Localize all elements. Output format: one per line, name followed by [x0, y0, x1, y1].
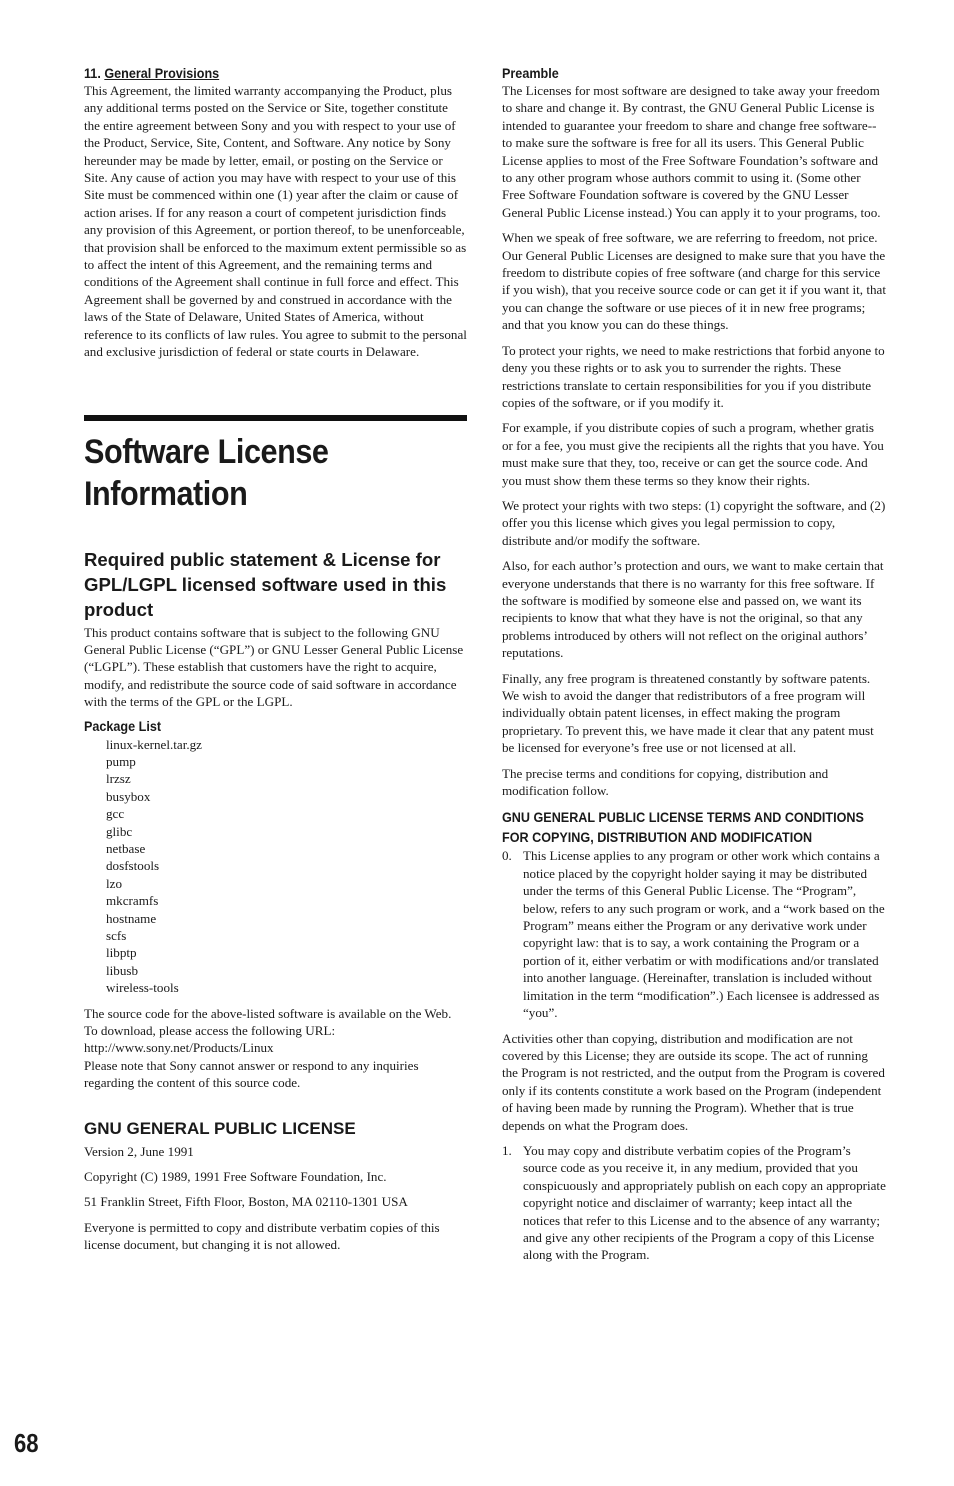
item-number: 0. [502, 848, 512, 864]
list-item: mkcramfs [106, 893, 159, 909]
section-number: 11. [84, 65, 101, 81]
general-provisions-text: This Agreement, the limited warranty accompanying the Product, plus any additional terms posted on the Service or Site, together constitute the entire agreement between Sony and you with respect to your use of the Product, Service, Site, Content, and Software. Any notice by Sony hereunder may be made by letter, email, or posting on the Service or Site. Any cause of action you may have with respect to your use of this Site must be commenced within one (1) year after the claim or cause of action arises. If for any reason a court of competent jurisdiction finds any provision of this Agreement, or portion thereof, to be unenforceable, that provision shall be enforced to the maximum extent permissible so as to affect the intent of this Agreement, and the remaining terms and conditions of the Agreement shall continue in full force and effect. This Agreement shall be governed by and construed in accordance with the laws of the State of Delaware, United States of America, without reference to its conflicts of law rules. You agree to submit to the personal and exclusive jurisdiction of federal or state courts in Delaware. [84, 83, 467, 360]
inquiry-notice: Please note that Sony cannot answer or respond to any inquiries regarding the content of this source code. [84, 1057, 419, 1091]
gnu-gpl-heading: GNU GENERAL PUBLIC LICENSE [84, 1118, 356, 1138]
section-title: General Provisions [104, 65, 220, 81]
list-item: hostname [106, 910, 157, 926]
list-item: wireless-tools [106, 980, 179, 996]
list-item: glibc [106, 823, 133, 839]
package-list [84, 736, 467, 997]
download-instruction: To download, please access the following URL: [84, 1023, 336, 1039]
right-column [502, 64, 886, 1272]
item-text: You may copy and distribute verbatim copies of the Program’s source code as you receive it, in any medium, provided that you conspicuously and appropriately publish on each copy an appropriate copyright notice and disclaimer of warranty; keep intact all the notices that refer to this License and to the absence of any warranty; and give any other recipients of the Program a copy of this License along with the Program. [523, 1142, 886, 1263]
list-item: dosfstools [106, 858, 160, 874]
preamble-heading: Preamble [502, 65, 559, 81]
source-code-notice [84, 1005, 467, 1092]
preamble-paragraph: Finally, any free program is threatened constantly by software patents. We wish to avoid the danger that redistributors of a free program will individually obtain patent licenses, in effect making the program proprietary. To prevent this, we have made it clear that any patent must be licensed for everyone’s free use or not licensed at all. [502, 670, 874, 756]
preamble-paragraph: When we speak of free software, we are referring to freedom, not price. Our General Public Licenses are designed to make sure that you have the freedom to distribute copies of free software (and charge for this service if you wish), that you receive source code or can get it if you want it, that you can change the software or use pieces of it in new free programs; and that you know you can do these things. [502, 230, 886, 333]
preamble-paragraph: To protect your rights, we need to make restrictions that forbid anyone to deny you these rights or to ask you to surrender the rights. These restrictions translate to certain responsibilities for you if you distribute copies of the software, or if you modify it. [502, 342, 885, 410]
page-title: Software License Information [84, 432, 329, 513]
left-column [84, 64, 467, 1262]
list-item: busybox [106, 788, 151, 804]
list-item: pump [106, 753, 136, 769]
item-number: 1. [502, 1142, 512, 1158]
title-rule [84, 415, 467, 421]
preamble-paragraph: The precise terms and conditions for copying, distribution and modification follow. [502, 765, 829, 799]
required-statement-heading: Required public statement & License for GPL/LGPL licensed software used in this product [84, 548, 447, 620]
source-code-line: The source code for the above-listed software is available on the Web. [84, 1005, 452, 1021]
list-item: lzo [106, 875, 122, 891]
activities-paragraph: Activities other than copying, distribution and modification are not covered by this License; they are outside its scope. The act of running the Program is not restricted, and the output from the Program is covered only if its contents constitute a work based on the Program (independent of having been made by running the Program). Whether that is true depends on what the Program does. [502, 1030, 885, 1133]
package-list-heading: Package List [84, 717, 162, 734]
list-item: netbase [106, 840, 146, 856]
preamble-paragraph: We protect your rights with two steps: (1) copyright the software, and (2) offer you this license which gives you legal permission to copy, distribute and/or modify the software. [502, 497, 886, 548]
list-item: linux-kernel.tar.gz [106, 736, 202, 752]
page-number: 68 [14, 1428, 39, 1458]
source-code-url: http://www.sony.net/Products/Linux [84, 1040, 274, 1056]
gpl-address: 51 Franklin Street, Fifth Floor, Boston, MA 02110-1301 USA [84, 1194, 408, 1210]
list-item: libusb [106, 962, 139, 978]
terms-heading: GNU GENERAL PUBLIC LICENSE TERMS AND CONDITIONS FOR COPYING, DISTRIBUTION AND MODIFICATION [502, 809, 864, 846]
item-text: This License applies to any program or other work which contains a notice placed by the copyright holder saying it may be distributed under the terms of this General Public License. The “Program”, below, refers to any such program or work, and a “work based on the Program” means either the Program or any derivative work under copyright law: that is to say, a work containing the Program or a portion of it, either verbatim or with modifications and/or translated into another language. (Hereinafter, translation is included without limitation in the term “modification”.) Each licensee is addressed as “you”. [523, 848, 885, 1021]
gpl-permission: Everyone is permitted to copy and distribute verbatim copies of this license document, but changing it is not allowed. [84, 1219, 440, 1253]
terms-item-0 [502, 847, 886, 1021]
gpl-version: Version 2, June 1991 [84, 1143, 194, 1159]
preamble-paragraph: Also, for each author’s protection and ours, we want to make certain that everyone understands that there is no warranty for this free software. If the software is modified by someone else and passed on, we want its recipients to know that what they have is not the original, so that any problems introduced by others will not reflect on the original authors’ reputations. [502, 558, 884, 661]
preamble-paragraph: The Licenses for most software are designed to take away your freedom to share and change it. By contrast, the GNU General Public License is intended to guarantee your freedom to share and change free software--to make sure the software is free for all its users. This General Public License applies to most of the Free Software Foundation’s software and to any other program whose authors commit to using it. (Some other Free Software Foundation software is covered by the GNU Lesser General Public License instead.) You can apply it to your programs, too. [502, 83, 881, 220]
gpl-copyright: Copyright (C) 1989, 1991 Free Software Foundation, Inc. [84, 1169, 387, 1185]
general-provisions-heading [84, 64, 429, 82]
required-statement-text: This product contains software that is subject to the following GNU General Public License (“GPL”) or GNU Lesser General Public License (“LGPL”). These establish that customers have the right to acquire, modify, and redistribute the source code of said software in accordance with the terms of the GPL or the LGPL. [84, 624, 464, 710]
list-item: scfs [106, 928, 127, 943]
preamble-paragraph: For example, if you distribute copies of such a program, whether gratis or for a fee, you must give the recipients all the rights that you have. You must make sure that they, too, receive or can get the source code. And you must show them these terms so they know their rights. [502, 420, 884, 488]
list-item: lrzsz [106, 771, 131, 787]
list-item: libptp [106, 945, 137, 961]
list-item: gcc [106, 806, 125, 822]
terms-item-1 [502, 1142, 886, 1264]
